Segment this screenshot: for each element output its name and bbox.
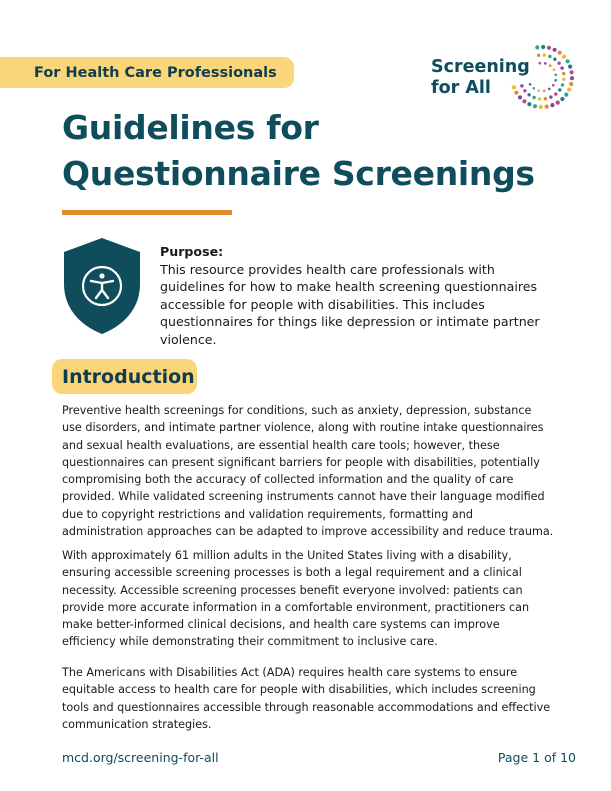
logo-dot [562, 55, 566, 59]
logo-line-1: Screening [431, 57, 530, 77]
logo-dot [541, 45, 545, 49]
accessibility-shield-icon [60, 236, 144, 336]
logo-dot [543, 53, 546, 56]
purpose-text: This resource provides health care professionals with guidelines for how to make health screening questionnaires accessible for people with disabilities. This includes questionnaires for things like depression or intimate partner violence. [160, 261, 540, 347]
logo-dot [537, 54, 540, 57]
purpose-block [160, 243, 560, 348]
title-line-2: Questionnaire Screenings [62, 154, 535, 193]
logo-dot [558, 51, 562, 55]
logo-dot [522, 99, 526, 103]
logo-text [431, 57, 530, 99]
footer-link[interactable]: mcd.org/screening-for-all [62, 750, 219, 765]
logo-dot [556, 101, 560, 105]
logo-dot [564, 93, 568, 97]
section-heading-introduction: Introduction [52, 359, 197, 394]
logo-dot [550, 103, 554, 107]
logo-dot [560, 66, 563, 69]
logo-dot [566, 59, 570, 63]
logo-dot [553, 58, 556, 61]
logo-dot [553, 68, 556, 71]
logo-dot [535, 45, 539, 49]
logo-dot [562, 78, 565, 81]
logo-dot [548, 88, 551, 91]
logo-dot [569, 82, 573, 86]
logo-dot [552, 84, 555, 87]
page-title [62, 105, 535, 197]
logo-dot [549, 64, 552, 67]
logo-dot [539, 105, 543, 109]
logo-dot [555, 74, 558, 77]
logo-dot [547, 46, 551, 50]
intro-paragraph-1: Preventive health screenings for conditions, such as anxiety, depression, substance use disorders, and intimate partner violence, along with routine intake questionnaires and sexual health evaluations, are essential health care tools; however, these questionnaires can present significant barriers for people with disabilities, potentially compromising both the accuracy of collected information and the quality of care provided. While validated screening instruments cannot have their language modified due to copyright restrictions and validation requirements, formatting and administration approaches can be adapted to improve accessibility and reduce trauma. [62, 404, 554, 539]
intro-paragraph-2: With approximately 61 million adults in the United States living with a disability, ensuring accessible screening processes is both a legal requirement and a clinical necessity. Accessible screening processes benefit everyone involved: patients can provide more accurate information in a comfortable environment, practitioners can make better-informed clinical decisions, and health care systems can improve efficiency while demonstrating their commitment to inclusive care. [62, 549, 530, 649]
logo-dot [532, 96, 535, 99]
logo-dot [558, 88, 561, 91]
logo-dot [539, 62, 542, 65]
logo-dot [562, 72, 565, 75]
logo-dot [538, 97, 541, 100]
logo-dot [560, 97, 564, 101]
title-line-1: Guidelines for [62, 108, 319, 147]
title-divider [62, 210, 232, 215]
audience-tag: For Health Care Professionals [0, 57, 294, 88]
logo-dot [545, 105, 549, 109]
page-number: Page 1 of 10 [497, 750, 576, 765]
logo-dot [544, 62, 547, 65]
logo-line-2: for All [431, 78, 491, 98]
logo-dot [554, 79, 557, 82]
intro-paragraph-3: The Americans with Disabilities Act (ADA) requires health care systems to ensure equitable access to health care for people with disabilities, which includes screening tools and questionnaires accessible through reasonable accommodations and effective communication strategies. [62, 666, 551, 731]
logo-dot [557, 62, 560, 65]
logo-dot [568, 65, 572, 69]
logo-dot [544, 97, 547, 100]
logo-dot [561, 83, 564, 86]
logo-dot [553, 48, 557, 52]
logo-dot [567, 88, 571, 92]
purpose-label: Purpose: [160, 244, 224, 259]
logo-dot [554, 92, 557, 95]
logo-dot [543, 90, 546, 93]
logo-dot [537, 89, 540, 92]
logo-dot [570, 76, 574, 80]
logo-dot [533, 87, 536, 90]
logo-dot [549, 95, 552, 98]
logo-dot [548, 55, 551, 58]
logo-dot [570, 70, 574, 74]
